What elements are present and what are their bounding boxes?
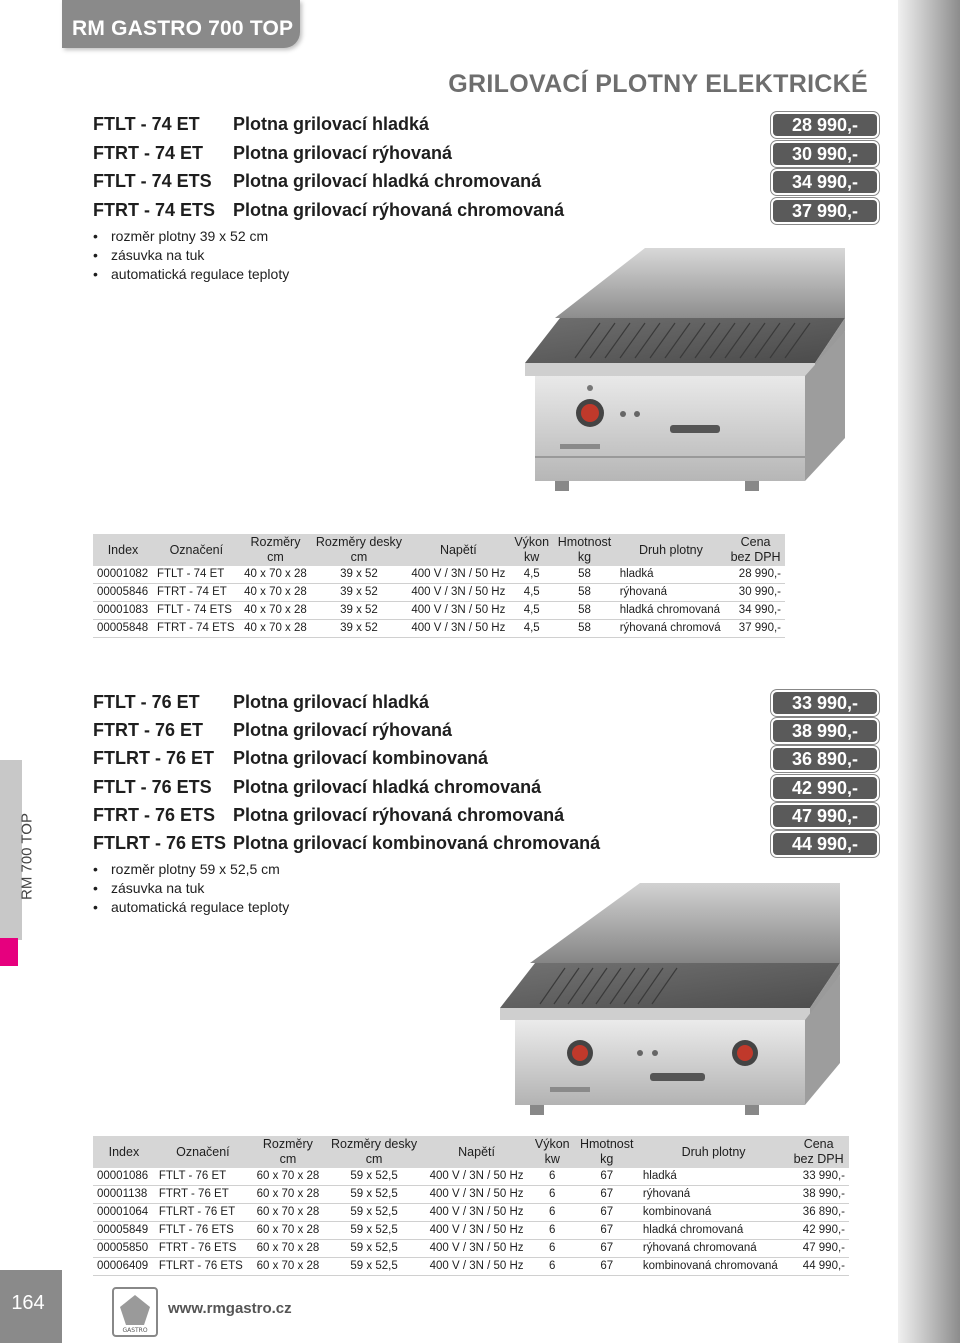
product-name: Plotna grilovací rýhovaná chromovaná — [233, 199, 565, 220]
product-name: Plotna grilovací hladká — [233, 692, 430, 712]
side-label — [19, 772, 36, 942]
column-header — [575, 1136, 639, 1168]
table-cell: 59 x 52,5 — [350, 1224, 398, 1236]
table-cell: FTLT - 74 ET — [156, 568, 225, 580]
column-header — [530, 1136, 575, 1168]
table-cell: 59 x 52,5 — [350, 1170, 398, 1182]
feature-item: • automatická regulace teploty — [93, 265, 289, 284]
product-name: Plotna grilovací rýhovaná chromovaná — [233, 804, 565, 825]
column-header-label: Cena — [803, 1137, 834, 1151]
logo-wordmark: GASTRO — [122, 1327, 148, 1334]
table-cell: 59 x 52,5 — [350, 1206, 398, 1218]
product-code: FTLT - 74 ET — [93, 114, 200, 134]
product-name: Plotna grilovací hladká — [233, 114, 430, 134]
table-cell: rýhovaná — [619, 586, 667, 598]
price-badge: 38 990,- — [773, 720, 877, 742]
table-cell: FTLT - 76 ETS — [158, 1224, 234, 1236]
column-header-unit: kg — [577, 550, 592, 564]
table-row — [93, 620, 785, 638]
table-cell: 00001064 — [97, 1206, 149, 1218]
product-row — [93, 171, 877, 197]
product-code: FTRT - 76 ETS — [93, 804, 216, 825]
column-header-unit: cm — [267, 550, 284, 564]
table-cell: hladká chromovaná — [619, 604, 721, 616]
column-header-label: Napětí — [439, 542, 477, 557]
column-header-unit: cm — [365, 1152, 383, 1166]
column-header-unit: bez DPH — [730, 550, 781, 564]
product-row — [93, 805, 877, 831]
column-header-label: Výkon — [514, 535, 550, 549]
table-cell: 47 990,- — [802, 1242, 845, 1254]
table-cell: 00001086 — [97, 1170, 149, 1182]
table-cell: 6 — [549, 1170, 556, 1182]
table-cell: 58 — [578, 586, 591, 598]
table-cell: 400 V / 3N / 50 Hz — [411, 568, 506, 580]
product-row — [93, 692, 877, 718]
table-cell: FTLRT - 76 ETS — [158, 1260, 243, 1272]
table-cell: FTRT - 76 ET — [158, 1188, 229, 1200]
table-cell: 67 — [600, 1188, 614, 1200]
table-cell: 44 990,- — [802, 1260, 845, 1272]
column-header — [553, 534, 615, 566]
table-cell: 42 990,- — [802, 1224, 845, 1236]
table-cell: hladká — [619, 568, 654, 580]
table-row — [93, 1168, 849, 1186]
product-row — [93, 720, 877, 746]
table-cell: 6 — [549, 1206, 556, 1218]
price-badge: 44 990,- — [773, 833, 877, 855]
table-cell: 39 x 52 — [340, 586, 378, 598]
website-link[interactable]: www.rmgastro.cz — [168, 1300, 292, 1317]
table-cell: 400 V / 3N / 50 Hz — [429, 1170, 524, 1182]
table-cell: 400 V / 3N / 50 Hz — [411, 604, 506, 616]
table-cell: 67 — [600, 1206, 614, 1218]
table-cell: 00005849 — [97, 1224, 149, 1236]
column-header — [153, 534, 240, 566]
table-cell: 4,5 — [523, 568, 540, 580]
column-header — [325, 1136, 423, 1168]
product-code: FTRT - 74 ETS — [93, 199, 216, 220]
column-header — [510, 534, 553, 566]
column-header-label: Rozměry desky — [331, 1137, 418, 1151]
feature-item: • rozměr plotny 39 x 52 cm — [93, 227, 289, 246]
column-header — [155, 1136, 251, 1168]
table-cell: rýhovaná — [642, 1188, 691, 1200]
table-cell: 67 — [600, 1242, 614, 1254]
table-cell: 00005850 — [97, 1242, 149, 1254]
product-code: FTRT - 74 ET — [93, 142, 204, 163]
table-row — [93, 1222, 849, 1240]
column-header-label: Druh plotny — [681, 1144, 746, 1159]
price-badge: 28 990,- — [773, 114, 877, 136]
section-title: GRILOVACÍ PLOTNY ELEKTRICKÉ — [448, 70, 868, 98]
table-cell: 4,5 — [523, 622, 540, 634]
block2-features — [93, 860, 289, 917]
table-cell: 67 — [600, 1224, 614, 1236]
table-cell: 400 V / 3N / 50 Hz — [429, 1260, 524, 1272]
column-header — [93, 534, 153, 566]
product-name: Plotna grilovací rýhovaná — [233, 142, 453, 163]
column-header — [407, 534, 510, 566]
table-cell: 60 x 70 x 28 — [256, 1206, 320, 1218]
feature-item: • automatická regulace teploty — [93, 898, 289, 917]
column-header-unit: cm — [279, 1152, 297, 1166]
column-header-label: Index — [108, 1144, 140, 1159]
table-cell: rýhovaná chromovaná — [642, 1242, 757, 1254]
product-code: FTLT - 76 ET — [93, 692, 200, 712]
column-header — [726, 534, 785, 566]
column-header-unit: kw — [524, 550, 540, 564]
price-badge: 42 990,- — [773, 777, 877, 799]
block2-spec-table — [93, 1136, 849, 1276]
table-cell: 28 990,- — [738, 568, 781, 580]
page-number: 164 — [11, 1292, 45, 1314]
table-cell: 00005848 — [97, 622, 149, 634]
product-name: Plotna grilovací kombinovaná — [233, 748, 489, 769]
product-code: FTLT - 76 ETS — [93, 776, 212, 797]
table-cell: 4,5 — [523, 586, 540, 598]
table-row — [93, 584, 785, 602]
table-cell: 38 990,- — [802, 1188, 845, 1200]
block1-features — [93, 227, 289, 284]
table-cell: rýhovaná chromová — [619, 622, 721, 634]
table-cell: 00001082 — [97, 568, 149, 580]
product-code: FTLRT - 76 ETS — [93, 833, 227, 853]
column-header-unit: cm — [350, 550, 368, 564]
block1-spec-table — [93, 534, 785, 638]
table-cell: 400 V / 3N / 50 Hz — [429, 1206, 524, 1218]
feature-item: • zásuvka na tuk — [93, 879, 289, 898]
table-cell: FTRT - 74 ETS — [156, 622, 235, 634]
column-header-label: Označení — [169, 542, 224, 557]
table-cell: hladká — [642, 1170, 677, 1182]
table-cell: 59 x 52,5 — [350, 1188, 398, 1200]
product-name: Plotna grilovací rýhovaná — [233, 720, 453, 741]
price-badge: 33 990,- — [773, 692, 877, 714]
column-header-unit: bez DPH — [793, 1152, 844, 1166]
price-badge: 36 890,- — [773, 748, 877, 770]
table-cell: 40 x 70 x 28 — [244, 568, 307, 580]
table-cell: 6 — [549, 1260, 556, 1272]
right-edge-band — [898, 0, 960, 1343]
column-header-label: Index — [107, 542, 139, 557]
table-cell: 60 x 70 x 28 — [256, 1188, 320, 1200]
table-row — [93, 1240, 849, 1258]
table-cell: 59 x 52,5 — [350, 1260, 398, 1272]
column-header — [616, 534, 726, 566]
price-badge: 30 990,- — [773, 143, 877, 165]
product-code: FTLRT - 76 ET — [93, 748, 214, 769]
griddle-image-76 — [490, 868, 860, 1118]
table-cell: kombinovaná — [642, 1206, 712, 1218]
table-row — [93, 602, 785, 620]
column-header — [788, 1136, 849, 1168]
griddle-image-74 — [515, 228, 865, 498]
table-cell: 60 x 70 x 28 — [256, 1242, 320, 1254]
table-cell: 6 — [549, 1224, 556, 1236]
table-cell: 400 V / 3N / 50 Hz — [429, 1242, 524, 1254]
catalog-title: RM GASTRO 700 TOP — [72, 17, 294, 40]
column-header — [639, 1136, 788, 1168]
table-cell: 33 990,- — [802, 1170, 845, 1182]
rm-gastro-logo — [112, 1287, 158, 1337]
table-cell: 37 990,- — [738, 622, 781, 634]
pink-marker — [0, 938, 18, 966]
column-header — [311, 534, 406, 566]
column-header — [251, 1136, 325, 1168]
table-cell: 400 V / 3N / 50 Hz — [429, 1224, 524, 1236]
table-cell: 30 990,- — [738, 586, 781, 598]
table-cell: 60 x 70 x 28 — [256, 1224, 320, 1236]
table-row — [93, 1186, 849, 1204]
column-header — [93, 1136, 155, 1168]
table-cell: hladká chromovaná — [642, 1224, 744, 1236]
product-row — [93, 200, 877, 226]
product-row — [93, 143, 877, 169]
table-row — [93, 566, 785, 584]
feature-item: • zásuvka na tuk — [93, 246, 289, 265]
table-cell: 4,5 — [523, 604, 540, 616]
table-cell: FTRT - 74 ET — [156, 586, 227, 598]
product-name: Plotna grilovací hladká chromovaná — [233, 776, 542, 797]
table-cell: 39 x 52 — [340, 568, 378, 580]
table-cell: kombinovaná chromovaná — [642, 1260, 778, 1272]
column-header-label: Hmotnost — [579, 1137, 634, 1151]
column-header-label: Označení — [176, 1144, 230, 1159]
price-badge: 47 990,- — [773, 805, 877, 827]
table-cell: FTLT - 74 ETS — [156, 604, 232, 616]
table-row — [93, 1204, 849, 1222]
column-header — [240, 534, 312, 566]
table-cell: 39 x 52 — [340, 604, 378, 616]
table-cell: FTLRT - 76 ET — [158, 1206, 236, 1218]
column-header — [423, 1136, 530, 1168]
table-cell: 60 x 70 x 28 — [256, 1260, 320, 1272]
table-cell: 58 — [578, 622, 591, 634]
price-badge: 37 990,- — [773, 200, 877, 222]
table-cell: 59 x 52,5 — [350, 1242, 398, 1254]
column-header-label: Rozměry — [262, 1137, 313, 1151]
column-header-label: Druh plotny — [638, 542, 703, 557]
table-cell: 58 — [578, 568, 591, 580]
product-row — [93, 114, 877, 140]
column-header-label: Napětí — [458, 1144, 495, 1159]
table-cell: 60 x 70 x 28 — [256, 1170, 320, 1182]
table-cell: 00006409 — [97, 1260, 149, 1272]
product-name: Plotna grilovací hladká chromovaná — [233, 171, 542, 191]
table-cell: FTLT - 76 ET — [158, 1170, 227, 1182]
table-cell: 40 x 70 x 28 — [244, 622, 307, 634]
table-cell: 400 V / 3N / 50 Hz — [429, 1188, 524, 1200]
table-cell: 40 x 70 x 28 — [244, 586, 307, 598]
product-row — [93, 777, 877, 803]
table-cell: 34 990,- — [738, 604, 781, 616]
table-cell: 67 — [600, 1260, 614, 1272]
table-cell: 00001138 — [97, 1188, 148, 1200]
table-cell: 39 x 52 — [340, 622, 378, 634]
table-cell: FTRT - 76 ETS — [158, 1242, 237, 1254]
column-header-label: Rozměry desky — [315, 535, 403, 549]
table-cell: 6 — [549, 1188, 556, 1200]
table-row — [93, 1258, 849, 1276]
column-header-label: Rozměry — [250, 535, 301, 549]
column-header-unit: kg — [600, 1152, 614, 1166]
product-code: FTLT - 74 ETS — [93, 171, 212, 191]
table-cell: 6 — [549, 1242, 556, 1254]
product-name: Plotna grilovací kombinovaná chromovaná — [233, 833, 601, 853]
column-header-unit: kw — [544, 1152, 560, 1166]
table-cell: 67 — [600, 1170, 614, 1182]
column-header-label: Hmotnost — [557, 535, 612, 549]
product-row — [93, 748, 877, 774]
side-label-text: RM 700 TOP — [18, 813, 36, 900]
table-cell: 400 V / 3N / 50 Hz — [411, 622, 506, 634]
column-header-label: Cena — [740, 535, 771, 549]
table-cell: 00005846 — [97, 586, 149, 598]
column-header-label: Výkon — [534, 1137, 570, 1151]
table-cell: 58 — [578, 604, 591, 616]
price-badge: 34 990,- — [773, 171, 877, 193]
logo-emblem — [120, 1295, 150, 1325]
table-cell: 36 890,- — [802, 1206, 845, 1218]
table-cell: 00001083 — [97, 604, 149, 616]
feature-item: • rozměr plotny 59 x 52,5 cm — [93, 860, 289, 879]
table-cell: 400 V / 3N / 50 Hz — [411, 586, 506, 598]
table-cell: 40 x 70 x 28 — [244, 604, 307, 616]
product-row — [93, 833, 877, 859]
product-code: FTRT - 76 ET — [93, 720, 204, 741]
